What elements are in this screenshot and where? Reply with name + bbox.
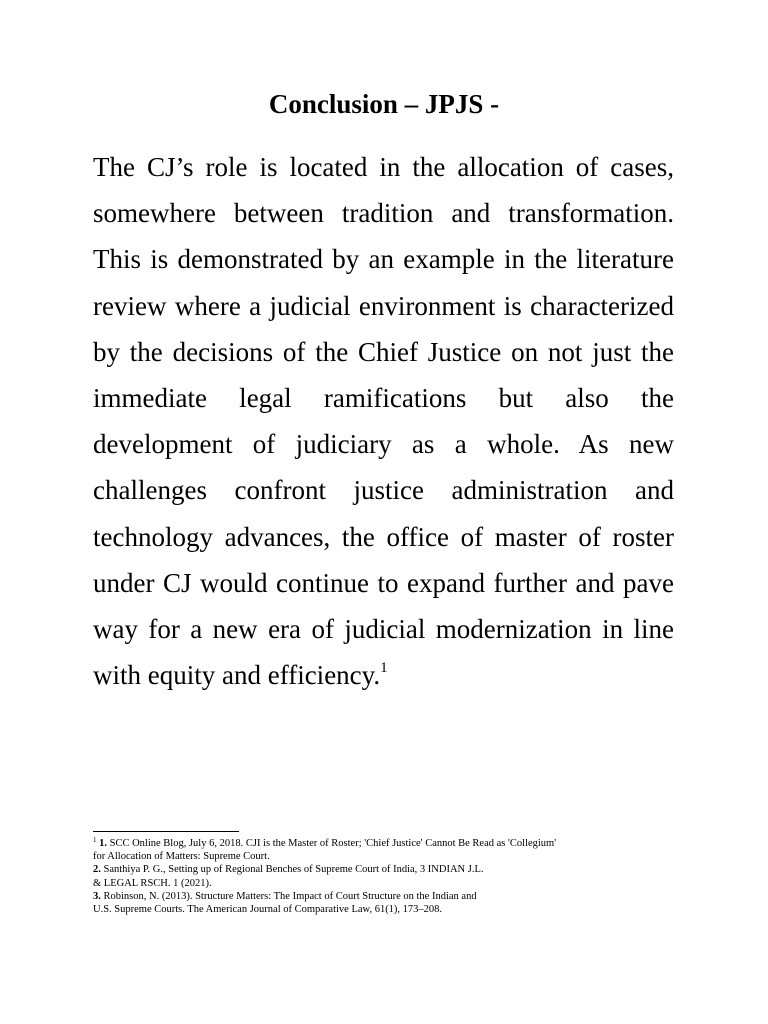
footnote-marker: 1 [93, 836, 97, 844]
paragraph-text: The CJ’s role is located in the allocation of cases, somewhere between tradition and transformation. This is demonstrated by an example in the literature review where a judicial environment is characterized by the decisions of the Chief Justice on not just the immediate legal ramifications but also the development of judiciary as a whole. As new challenges confront justice administration and technology advances, the office of master of roster under CJ would continue to expand further and pave way for a new era of judicial modernization in line with equity and efficiency. [93, 152, 674, 691]
footnote-2-line-1 [93, 863, 683, 876]
footnote-3-text: Robinson, N. (2013). Structure Matters: The Impact of Court Structure on the Indian and [103, 890, 477, 902]
footnote-2-number: 2. [93, 864, 101, 876]
footnote-1-text: SCC Online Blog, July 6, 2018. CJI is the Master of Roster; 'Chief Justice' Cannot Be Read as 'Collegium' [109, 838, 557, 849]
footnote-1-number: 1. [99, 838, 107, 849]
footnote-reference: 1 [380, 660, 388, 677]
footnote-2-line-2: & LEGAL RSCH. 1 (2021). [93, 877, 212, 889]
conclusion-paragraph [93, 144, 674, 698]
footnote-3-line-2: U.S. Supreme Courts. The American Journal of Comparative Law, 61(1), 173–208. [93, 904, 443, 916]
footnote-3-number: 3. [93, 890, 101, 902]
footnote-3-line-1 [93, 890, 683, 903]
footnote-2-text: Santhiya P. G., Setting up of Regional Benches of Supreme Court of India, 3 INDIAN J.L. [103, 864, 484, 876]
footnote-1-line-2: for Allocation of Matters: Supreme Court. [93, 851, 270, 863]
footnotes-section [93, 837, 683, 916]
footnote-separator [93, 831, 239, 832]
footnote-1-line-1 [93, 837, 683, 850]
page-title: Conclusion – JPJS - [268, 89, 500, 119]
